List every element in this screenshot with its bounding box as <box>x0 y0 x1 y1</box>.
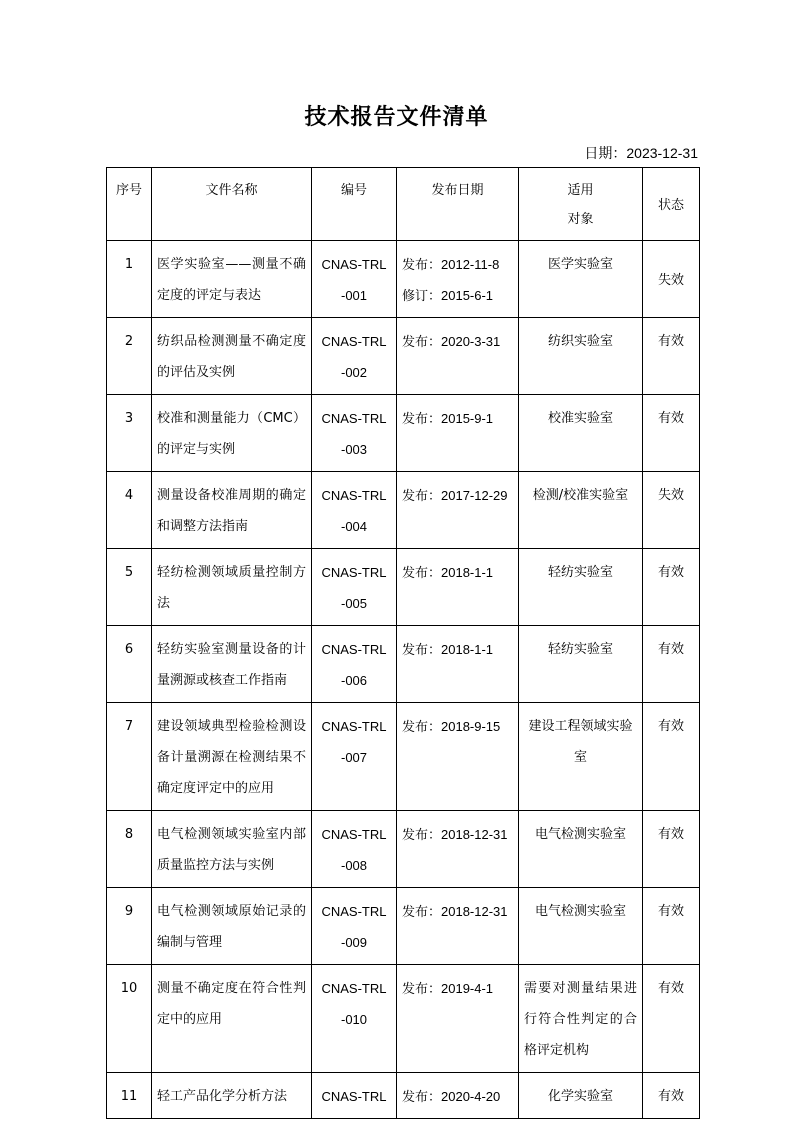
cell-name: 测量设备校准周期的确定和调整方法指南 <box>152 472 312 549</box>
cell-no: 11 <box>107 1073 152 1119</box>
code-suffix: -002 <box>340 365 368 380</box>
code-suffix: -005 <box>340 596 368 611</box>
date-label: 日期： <box>584 146 627 162</box>
date-revised: 修订：2015-6-1 <box>402 288 494 303</box>
cell-no: 6 <box>107 626 152 703</box>
cell-name: 轻纺检测领域质量控制方法 <box>152 549 312 626</box>
cell-status: 有效 <box>643 626 700 703</box>
header-name: 文件名称 <box>152 168 312 241</box>
table-row <box>107 241 700 318</box>
code-prefix: CNAS-TRL <box>321 904 387 919</box>
header-date: 发布日期 <box>397 168 519 241</box>
header-no: 序号 <box>107 168 152 241</box>
cell-date <box>397 241 519 318</box>
cell-name: 轻纺实验室测量设备的计量溯源或核查工作指南 <box>152 626 312 703</box>
header-code: 编号 <box>312 168 397 241</box>
cell-date: 发布：2019-4-1 <box>397 965 519 1073</box>
table-row <box>107 965 700 1073</box>
code-suffix: -009 <box>340 935 368 950</box>
cell-scope: 电气检测实验室 <box>519 888 643 965</box>
cell-scope: 校准实验室 <box>519 395 643 472</box>
cell-name: 校准和测量能力（CMC）的评定与实例 <box>152 395 312 472</box>
table-row <box>107 395 700 472</box>
table-row <box>107 811 700 888</box>
cell-no: 4 <box>107 472 152 549</box>
cell-status: 有效 <box>643 1073 700 1119</box>
cell-code <box>312 703 397 811</box>
code-prefix: CNAS-TRL <box>321 334 387 349</box>
code-suffix: -003 <box>340 442 368 457</box>
cell-code: CNAS-TRL <box>312 1073 397 1119</box>
cell-no: 9 <box>107 888 152 965</box>
cell-code <box>312 811 397 888</box>
cell-name: 电气检测领域原始记录的编制与管理 <box>152 888 312 965</box>
document-title: 技术报告文件清单 <box>304 105 489 130</box>
header-scope-line1: 适用 <box>567 183 594 198</box>
document-date <box>584 143 698 163</box>
cell-code <box>312 318 397 395</box>
code-suffix: -010 <box>340 1012 368 1027</box>
cell-scope: 轻纺实验室 <box>519 626 643 703</box>
cell-date: 发布：2018-1-1 <box>397 626 519 703</box>
cell-code <box>312 241 397 318</box>
cell-date: 发布：2020-3-31 <box>397 318 519 395</box>
cell-name: 医学实验室——测量不确定度的评定与表达 <box>152 241 312 318</box>
cell-no: 10 <box>107 965 152 1073</box>
header-status: 状态 <box>643 168 700 241</box>
cell-no: 3 <box>107 395 152 472</box>
cell-status: 有效 <box>643 549 700 626</box>
cell-scope: 电气检测实验室 <box>519 811 643 888</box>
table-row <box>107 472 700 549</box>
cell-status: 有效 <box>643 703 700 811</box>
cell-date: 发布：2020-4-20 <box>397 1073 519 1119</box>
cell-status: 有效 <box>643 395 700 472</box>
cell-scope: 轻纺实验室 <box>519 549 643 626</box>
table-row <box>107 549 700 626</box>
code-suffix: -008 <box>340 858 368 873</box>
cell-scope: 医学实验室 <box>519 241 643 318</box>
cell-date: 发布：2018-1-1 <box>397 549 519 626</box>
code-prefix: CNAS-TRL <box>321 981 387 996</box>
cell-code <box>312 965 397 1073</box>
cell-date: 发布：2015-9-1 <box>397 395 519 472</box>
cell-no: 8 <box>107 811 152 888</box>
cell-scope: 建设工程领域实验室 <box>519 703 643 811</box>
cell-code <box>312 626 397 703</box>
cell-name: 测量不确定度在符合性判定中的应用 <box>152 965 312 1073</box>
cell-code <box>312 549 397 626</box>
cell-no: 2 <box>107 318 152 395</box>
date-value: 2023-12-31 <box>626 145 698 161</box>
cell-name: 电气检测领域实验室内部质量监控方法与实例 <box>152 811 312 888</box>
cell-date: 发布：2018-12-31 <box>397 888 519 965</box>
cell-code <box>312 395 397 472</box>
table-header-row <box>107 168 700 241</box>
cell-status: 有效 <box>643 888 700 965</box>
code-suffix: -006 <box>340 673 368 688</box>
cell-scope: 纺织实验室 <box>519 318 643 395</box>
table-row <box>107 703 700 811</box>
table-row <box>107 1073 700 1119</box>
document-table <box>106 167 700 1119</box>
cell-status: 有效 <box>643 811 700 888</box>
cell-code <box>312 472 397 549</box>
code-prefix: CNAS-TRL <box>321 565 387 580</box>
table-row <box>107 318 700 395</box>
code-prefix: CNAS-TRL <box>321 257 387 272</box>
cell-no: 5 <box>107 549 152 626</box>
code-prefix: CNAS-TRL <box>321 488 387 503</box>
header-scope <box>519 168 643 241</box>
date-published: 发布：2012-11-8 <box>402 257 500 272</box>
cell-date: 发布：2018-12-31 <box>397 811 519 888</box>
cell-no: 1 <box>107 241 152 318</box>
code-suffix: -007 <box>340 750 368 765</box>
cell-no: 7 <box>107 703 152 811</box>
cell-name: 建设领域典型检验检测设备计量溯源在检测结果不确定度评定中的应用 <box>152 703 312 811</box>
code-prefix: CNAS-TRL <box>321 642 387 657</box>
cell-status: 失效 <box>643 472 700 549</box>
code-prefix: CNAS-TRL <box>321 719 387 734</box>
cell-name: 轻工产品化学分析方法 <box>152 1073 312 1119</box>
cell-code <box>312 888 397 965</box>
cell-name: 纺织品检测测量不确定度的评估及实例 <box>152 318 312 395</box>
cell-scope: 需要对测量结果进行符合性判定的合格评定机构 <box>519 965 643 1073</box>
cell-scope: 检测/校准实验室 <box>519 472 643 549</box>
table-row <box>107 888 700 965</box>
cell-scope: 化学实验室 <box>519 1073 643 1119</box>
code-prefix: CNAS-TRL <box>321 411 387 426</box>
cell-status: 有效 <box>643 965 700 1073</box>
cell-date: 发布：2018-9-15 <box>397 703 519 811</box>
cell-status: 有效 <box>643 318 700 395</box>
code-suffix: -004 <box>340 519 368 534</box>
code-prefix: CNAS-TRL <box>321 827 387 842</box>
cell-status: 失效 <box>643 241 700 318</box>
table-row <box>107 626 700 703</box>
code-suffix: -001 <box>340 288 368 303</box>
cell-date: 发布：2017-12-29 <box>397 472 519 549</box>
header-scope-line2: 对象 <box>567 212 594 227</box>
